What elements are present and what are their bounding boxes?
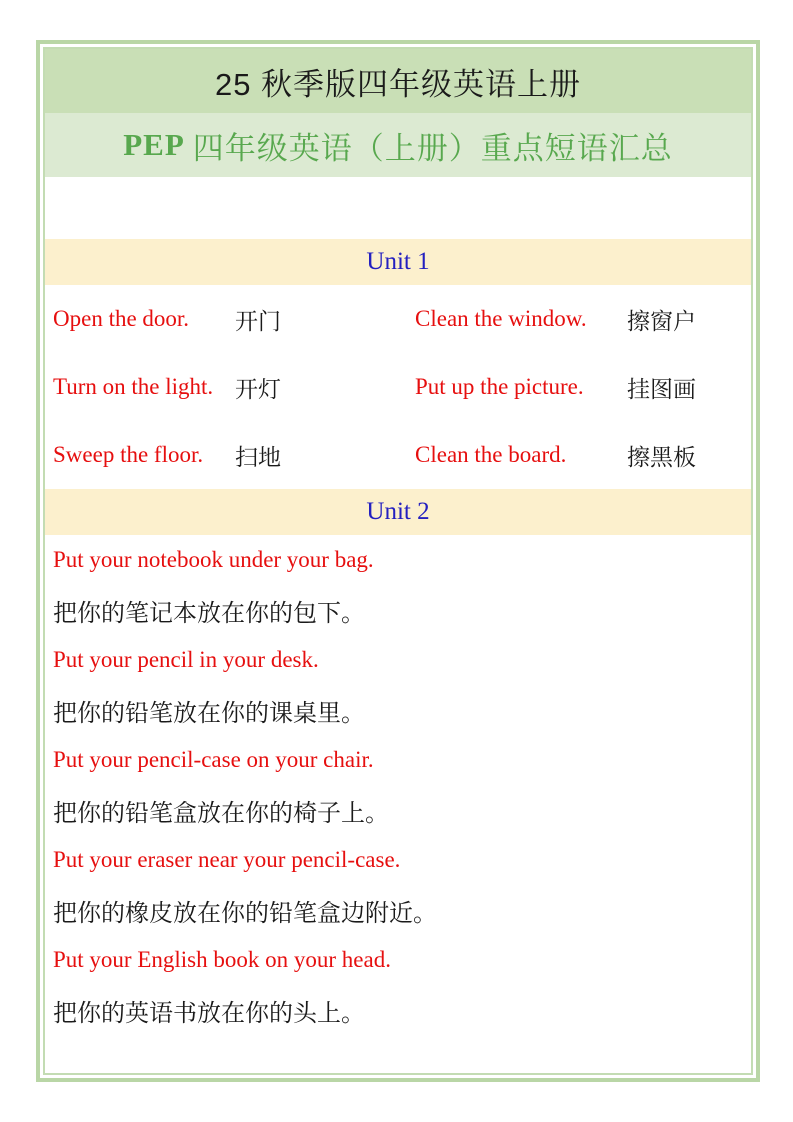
phrase-english: Turn on the light. <box>53 374 214 399</box>
document-subtitle-band <box>45 113 751 177</box>
sentence-chinese: 把你的铅笔盒放在你的椅子上。 <box>53 799 389 827</box>
phrase-english: Put up the picture. <box>415 374 584 399</box>
unit1-phrase-table <box>45 285 751 489</box>
phrase-english: Clean the window. <box>415 306 587 331</box>
phrase-chinese: 开门 <box>235 307 281 334</box>
phrase-english: Open the door. <box>53 306 190 331</box>
unit1-phrase-row <box>45 285 751 353</box>
phrase-chinese: 开灯 <box>235 375 281 402</box>
unit1-phrase-row <box>45 353 751 421</box>
document-title-band <box>45 49 751 113</box>
phrase-english: Clean the board. <box>415 442 567 467</box>
sentence-chinese: 把你的英语书放在你的头上。 <box>53 999 365 1027</box>
sentence-chinese: 把你的笔记本放在你的包下。 <box>53 599 365 627</box>
unit2-sentence-list <box>45 535 751 1035</box>
blank-spacer <box>45 177 751 239</box>
page-border-frame <box>36 40 760 1082</box>
sentence-chinese: 把你的橡皮放在你的铅笔盒边附近。 <box>53 899 437 927</box>
sentence-english: Put your eraser near your pencil-case. <box>53 847 401 872</box>
phrase-chinese: 扫地 <box>235 443 281 470</box>
phrase-chinese: 擦黑板 <box>627 443 696 470</box>
unit1-label: Unit 1 <box>366 248 430 275</box>
sentence-english: Put your pencil-case on your chair. <box>53 747 374 772</box>
sentence-english: Put your pencil in your desk. <box>53 647 319 672</box>
sentence-english: Put your notebook under your bag. <box>53 547 374 572</box>
phrase-chinese: 挂图画 <box>627 375 696 402</box>
document-subtitle: 四年级英语（上册）重点短语汇总 <box>192 130 673 166</box>
unit1-phrase-row <box>45 421 751 489</box>
unit2-header-band <box>45 489 751 535</box>
sentence-english: Put your English book on your head. <box>53 947 391 972</box>
sentence-chinese: 把你的铅笔放在你的课桌里。 <box>53 699 365 727</box>
document-content-area <box>43 47 753 1075</box>
document-title: 25 秋季版四年级英语上册 <box>214 66 582 102</box>
subtitle-pep-label: PEP <box>123 127 185 162</box>
unit1-header-band <box>45 239 751 285</box>
unit2-label: Unit 2 <box>366 498 430 525</box>
phrase-english: Sweep the floor. <box>53 442 204 467</box>
phrase-chinese: 擦窗户 <box>627 307 696 334</box>
